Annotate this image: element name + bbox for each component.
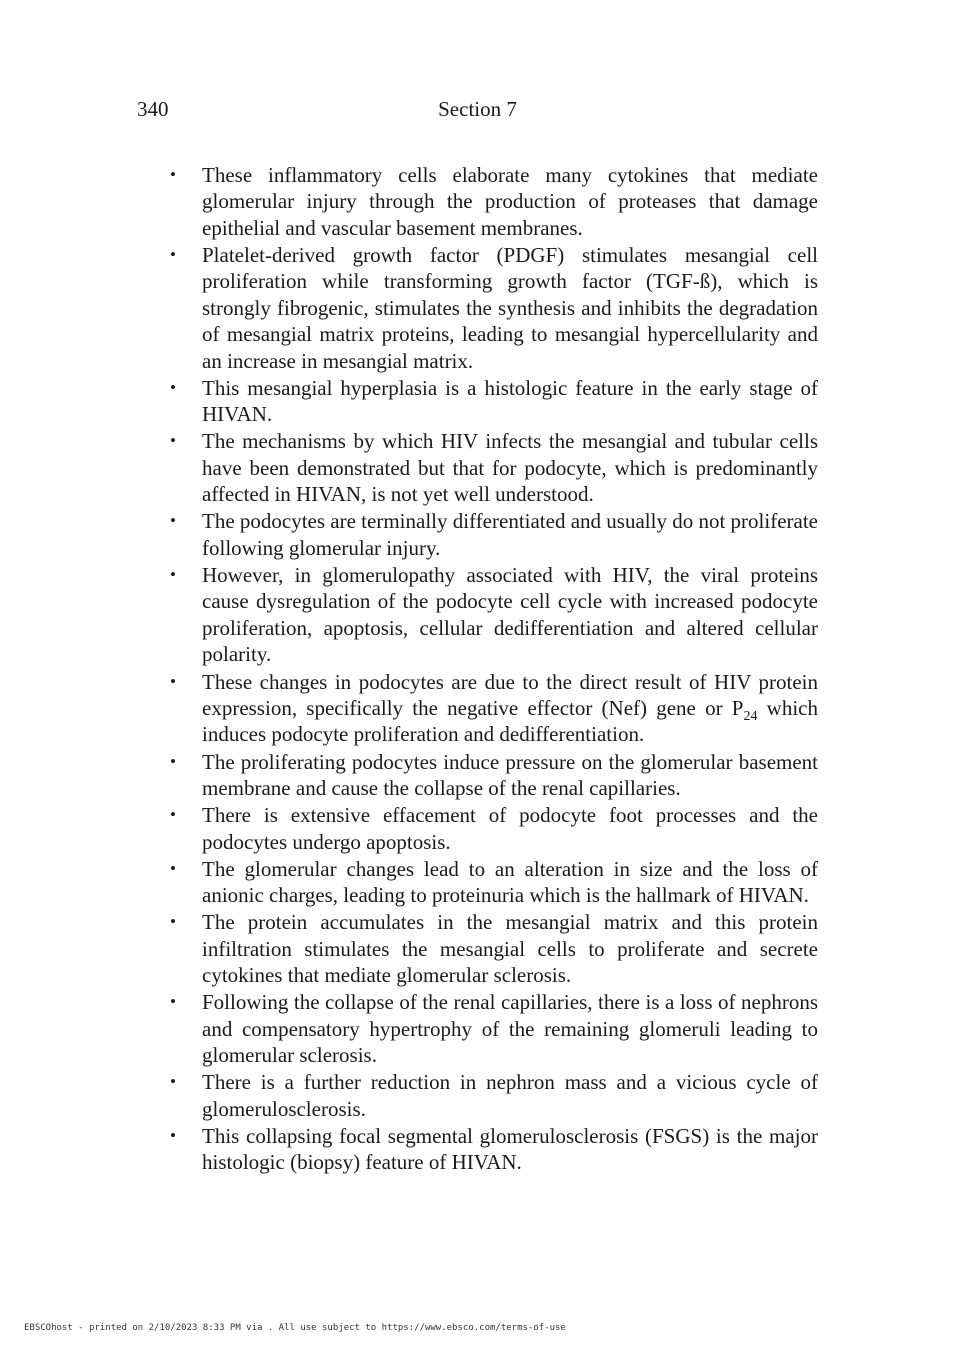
bullet-item (166, 1123, 818, 1176)
bullet-item (166, 428, 818, 507)
bullet-text: Platelet-derived growth factor (PDGF) stimulates mesangial cell proliferation while transforming growth factor (TGF-ß), which is strongly fibrogenic, stimulates the synthesis and inhibits the degradation of mesangial matrix proteins, leading to mesangial hypercellularity and an increase in mesangial matrix. (202, 243, 818, 373)
bullet-text: The glomerular changes lead to an alteration in size and the loss of anionic charges, leading to proteinuria which is the hallmark of HIVAN. (202, 856, 818, 908)
bullet-item (166, 749, 818, 802)
bullet-icon: • (170, 245, 176, 265)
bullet-list (166, 162, 818, 1177)
bullet-text: This mesangial hyperplasia is a histologic feature in the early stage of HIVAN. (202, 375, 818, 427)
bullet-icon: • (170, 992, 176, 1012)
bullet-item (166, 669, 818, 748)
bullet-icon: • (170, 165, 176, 184)
bullet-icon: • (170, 858, 176, 878)
ebscohost-footer-notice: EBSCOhost - printed on 2/10/2023 8:33 PM via . All use subject to https://www.ebsco.com/terms-of-use (24, 1323, 566, 1333)
running-head-section-title: Section 7 (438, 97, 517, 121)
bullet-text: These inflammatory cells elaborate many cytokines that mediate glomerular injury through the production of proteases that damage epithelial and vascular basement membranes. (202, 163, 818, 240)
bullet-icon: • (170, 671, 176, 691)
page-number: 340 (137, 97, 169, 121)
bullet-item (166, 856, 818, 909)
bullet-icon: • (170, 431, 176, 451)
bullet-item (166, 375, 818, 428)
bullet-text: Following the collapse of the renal capillaries, there is a loss of nephrons and compensatory hypertrophy of the remaining glomeruli leading to glomerular sclerosis. (202, 990, 818, 1068)
p24-subscript: 24 (743, 709, 758, 725)
bullet-text-before-subscript: These changes in podocytes are due to the direct result of HIV protein expression, specifically the negative effector (Nef) gene or P (202, 669, 818, 720)
bullet-icon: • (170, 511, 176, 531)
bullet-icon: • (170, 1125, 176, 1145)
bullet-item (166, 1069, 818, 1122)
bullet-text: The proliferating podocytes induce pressure on the glomerular basement membrane and cause the collapse of the renal capillaries. (202, 749, 818, 800)
bullet-text: There is extensive effacement of podocyte foot processes and the podocytes undergo apoptosis. (202, 803, 818, 854)
bullet-item (166, 508, 818, 561)
bullet-text-after-subscript: which induces podocyte proliferation and dedifferentiation. (202, 695, 818, 747)
bullet-text: However, in glomerulopathy associated with HIV, the viral proteins cause dysregulation of the podocyte cell cycle with increased podocyte proliferation, apoptosis, cellular dedifferentiation and altered cellular polarity. (202, 563, 818, 667)
bullet-item (166, 162, 818, 241)
bullet-icon: • (170, 1072, 176, 1092)
bullet-item (166, 242, 818, 374)
bullet-text: The protein accumulates in the mesangial matrix and this protein infiltration stimulates the mesangial cells to proliferate and secrete cytokines that mediate glomerular sclerosis. (202, 910, 818, 988)
bullet-text: There is a further reduction in nephron mass and a vicious cycle of glomerulosclerosis. (202, 1070, 818, 1121)
bullet-icon: • (170, 565, 176, 585)
bullet-item (166, 562, 818, 668)
bullet-icon: • (170, 751, 176, 771)
bullet-text: This collapsing focal segmental glomerulosclerosis (FSGS) is the major histologic (biopsy) feature of HIVAN. (202, 1123, 818, 1175)
bullet-item (166, 802, 818, 855)
bullet-icon: • (170, 377, 176, 397)
bullet-text: The podocytes are terminally differentiated and usually do not proliferate following glomerular injury. (202, 509, 818, 560)
bullet-item (166, 909, 818, 988)
bullet-icon: • (170, 805, 176, 825)
bullet-text: The mechanisms by which HIV infects the mesangial and tubular cells have been demonstrated but that for podocyte, which is predominantly affected in HIVAN, is not yet well understood. (202, 429, 818, 507)
bullet-item (166, 989, 818, 1068)
bullet-icon: • (170, 912, 176, 932)
